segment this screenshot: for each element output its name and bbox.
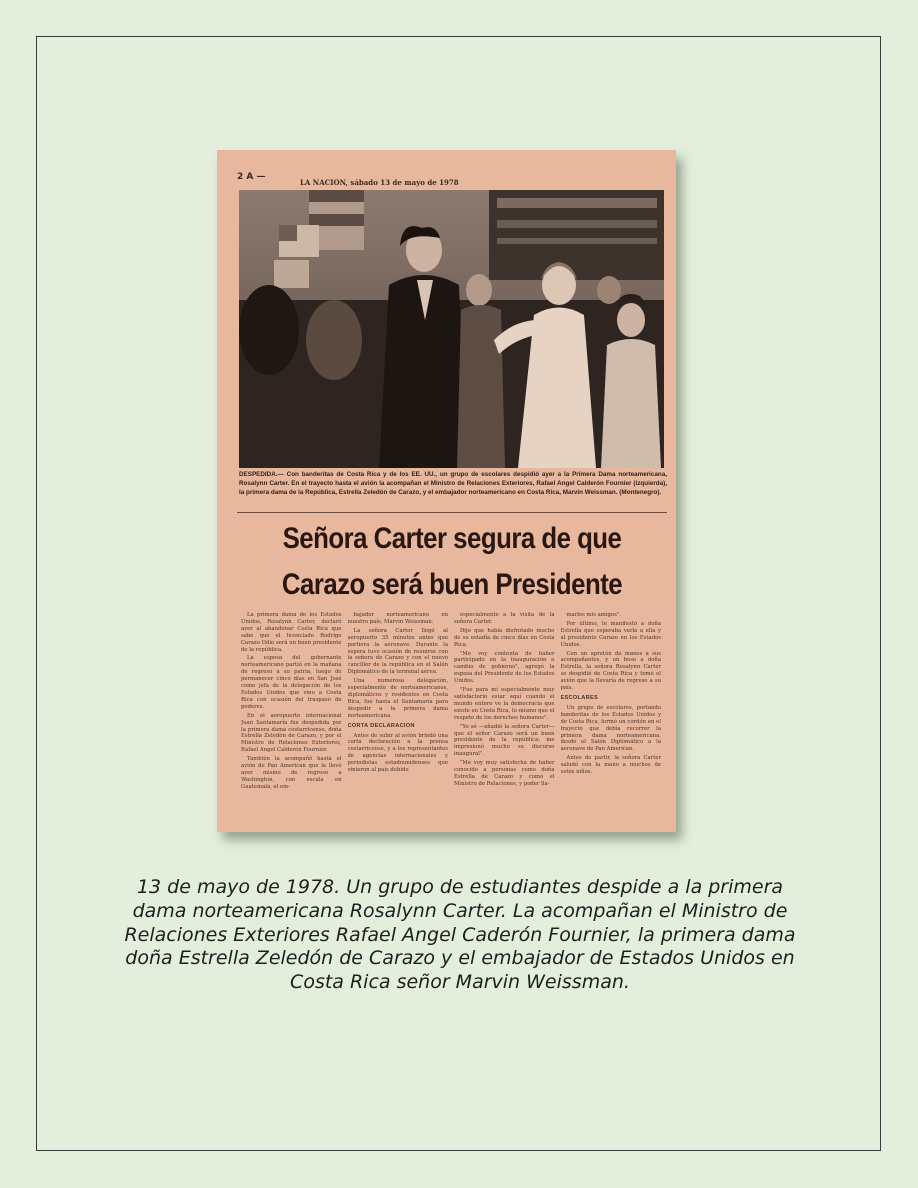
article-paragraph: "Me voy contenta de haber participado en la inauguración o cambio de gobierno", agregó la esposa del Presidente de los Estados Unidos. <box>454 650 555 685</box>
article-body <box>241 612 661 828</box>
article-paragraph: Antes de subir al avión brindó una corta declaración a la prensa costarricense, y a los representantes de agencias internacionales y periodistas estadounidenses que vinieron al país debido <box>347 732 448 774</box>
article-paragraph: En el aeropuerto internacional Juan Santamaría fue despedida por la primera dama costarricense, doña Estrella Zeledón de Carazo, y por el Ministro de Relaciones Exteriores, Rafael Angel Calderón Fournier. <box>241 712 342 754</box>
article-paragraph: especialmente a la visita de la señora Carter. <box>454 612 555 625</box>
article-paragraph: "Me voy muy satisfecha de haber conocido a personas como doña Estrella de Carazo y como el Ministro de Relaciones, y poder lla- <box>454 760 555 787</box>
news-photo <box>239 190 664 468</box>
page-caption: 13 de mayo de 1978. Un grupo de estudiantes despide a la primera dama norteamericana Rosalynn Carter. La acompañan el Ministro de Relaciones Exteriores Rafael Angel Caderón Fournier, la primera dama doña Estrella Zeledón de Carazo y el embajador de Estados Unidos en Costa Rica señor Marvin Weissman. <box>124 876 796 994</box>
headline <box>267 516 637 608</box>
article-paragraph: Con un apretón de manos a sus acompañantes, y un beso a doña Estrella, la señora Rosalynn Carter se despidió de Costa Rica y tomó el avión que la llevaría de regreso a su país. <box>560 650 661 692</box>
article-paragraph: "Yo sé —añadió la señora Carter— que el señor Carazo será un buen presidente de la república; me impresionó mucho su discurso inaugural". <box>454 723 555 758</box>
article-column-3 <box>454 612 555 828</box>
article-paragraph: "Fue para mí especialmente muy satisfactorio estar aquí cuando el mundo entero ve la democracia que existe en Costa Rica, lo mismo que el respeto de los derechos humanos". <box>454 687 555 721</box>
article-paragraph: Un grupo de escolares, portando banderitas de los Estados Unidos y de Costa Rica, formó un cordón en el trayecto que debía recorrer la primera dama norteamericana, desde el Salón Diplomático a la aeronave de Pan American. <box>560 704 661 753</box>
article-subhead: CORTA DECLARACION <box>347 722 415 729</box>
article-column-1 <box>241 612 342 828</box>
news-photo-image <box>239 190 664 468</box>
photo-caption <box>239 471 667 497</box>
photo-caption-lead: DESPEDIDA.— <box>239 471 284 478</box>
article-paragraph: La señora Carter llegó al aeropuerto 35 minutos antes que partiera la aeronave. Durante la espera tuvo ocasión de reunirse con la señora de Carazo y con el nuevo canciller de la república en el Salón Diplomático de la terminal aérea. <box>347 627 448 676</box>
article-paragraph: Dijo que había disfrutado mucho de su estadía de cinco días en Costa Rica. <box>454 627 555 648</box>
dateline: LA NACION, sábado 13 de mayo de 1978 <box>300 178 459 187</box>
headline-line-2: Carazo será buen Presidente <box>281 568 623 601</box>
photo-caption-text: Con banderitas de Costa Rica y de los EE. UU., un grupo de escolares despidió ayer a la Primera Dama norteamericana, Rosalynn Carter. En el trayecto hasta el avión la acompañan el Ministro de Relaciones Exteriores, Rafael Angel Calderón Fournier (izquierda), la primera dama de la República, Estrella Zeledón de Carazo, y el embajador norteamericano en Costa Rica, Marvin Weissman. (Montenegro). <box>239 471 668 496</box>
headline-line-1: Señora Carter segura de que <box>282 522 622 555</box>
article-paragraph: Antes de partir, la señora Carter saludó con la mano a muchos de estos niños. <box>560 755 661 776</box>
article-column-2 <box>348 612 449 828</box>
divider <box>237 512 667 513</box>
article-paragraph: También la acompañó hasta el avión de Pan American que la llevó ayer mismo de regreso a Washington, con escala en Guatemala, el em- <box>241 756 342 790</box>
article-paragraph: La primera dama de los Estados Unidos, Rosalynn Carter, declaró ayer al abandonar Costa Rica que sabe que el licenciado Rodrigo Carazo Odio será un buen presidente de la república. <box>241 612 342 653</box>
article-subhead: ESCOLARES <box>560 694 599 701</box>
article-paragraph: Por último, le manifestó a doña Estrella que esperaba verla a ella y al presidente Carazo en los Estados Unidos. <box>560 620 661 648</box>
newspaper-clipping <box>217 150 676 832</box>
article-paragraph: bajador norteamericano en nuestro país, Marvin Weissman. <box>347 612 448 625</box>
article-column-4 <box>561 612 662 828</box>
article-paragraph: La esposa del gobernante norteamericano partió en la mañana de regreso a su patria, luego de permanecer cinco días en San José como jefa de la delegación de los Estados Unidos que vino a Costa Rica con ocasión del traspaso de poderes. <box>241 655 342 710</box>
article-paragraph: marlos mis amigos". <box>566 612 621 618</box>
page-number: 2 A — <box>237 172 266 182</box>
article-paragraph: Una numerosa delegación, especialmente de norteamericanos, diplomáticos y residentes en Costa Rica, fue hasta el Santamaría para despedir a la primera dama norteamericana. <box>347 678 448 719</box>
